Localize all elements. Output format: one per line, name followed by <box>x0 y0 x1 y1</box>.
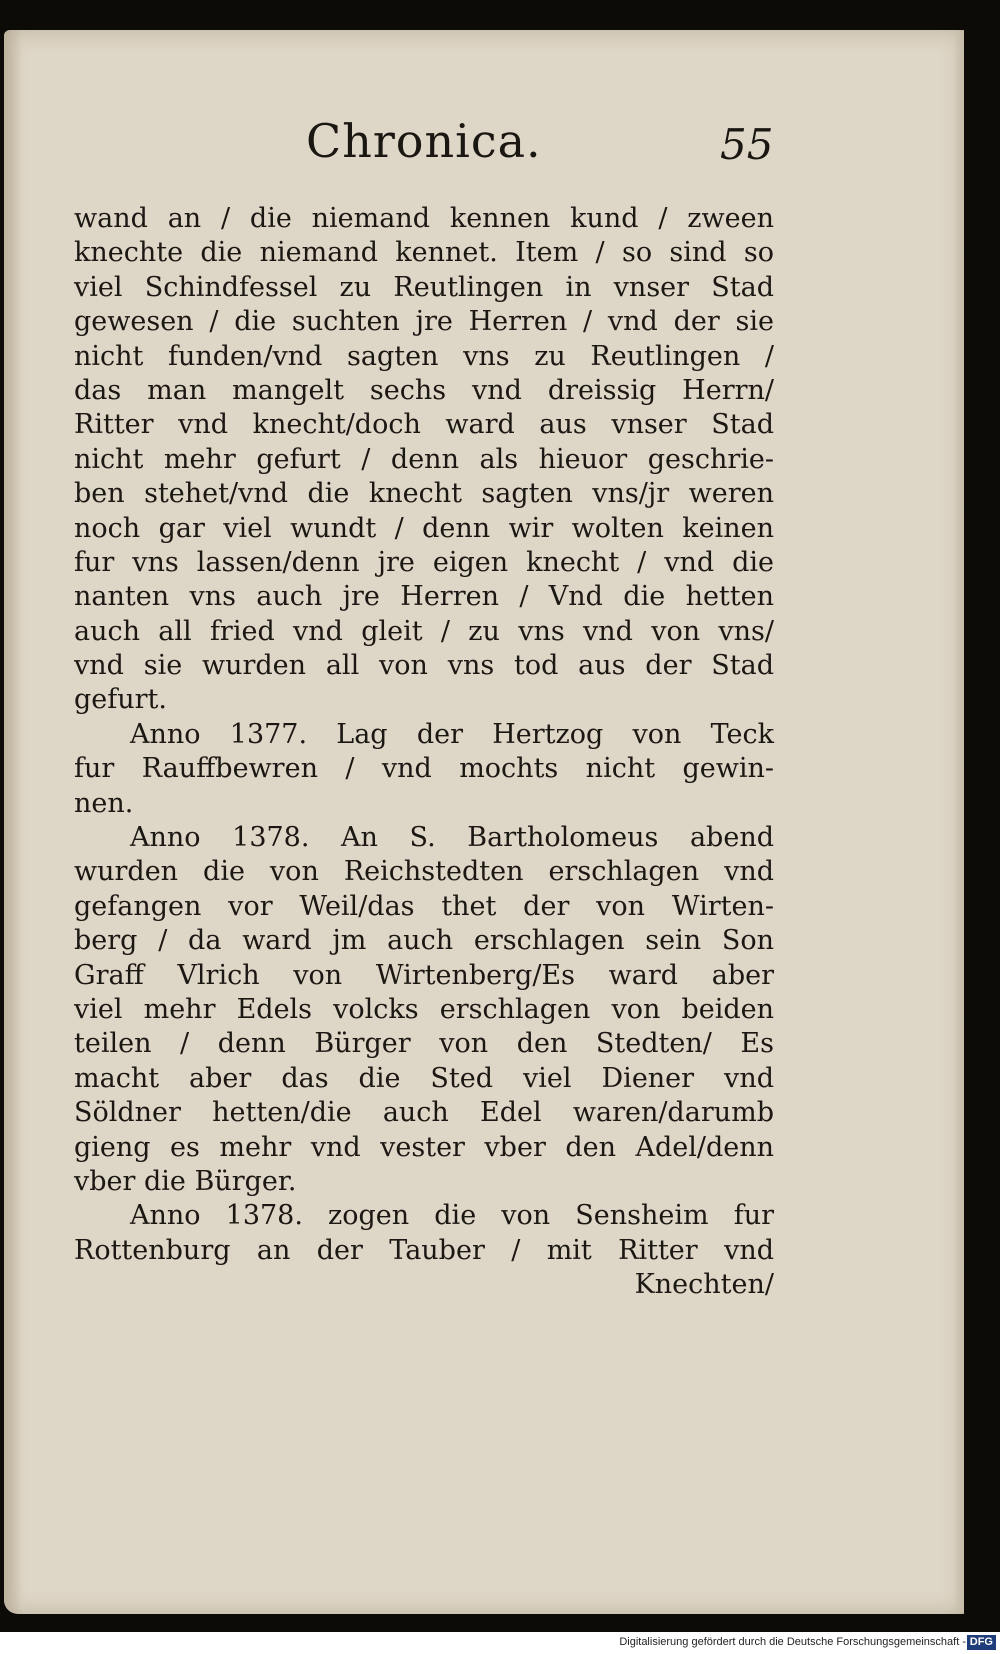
text-line: nanten vns auch jre Herren / Vnd die hetten <box>74 581 774 613</box>
text-line: nen. <box>74 787 134 819</box>
text-line: fur vns lassen/denn jre eigen knecht / vnd die <box>74 546 774 578</box>
page-edge-shadow-left <box>4 30 22 1614</box>
text-line: viel mehr Edels volcks erschlagen von beiden <box>74 993 774 1025</box>
text-line-paragraph-start: Anno 1377. Lag der Hertzog von Teck <box>130 718 774 750</box>
funding-credit: Digitalisierung gefördert durch die Deutsche Forschungsgemeinschaft - <box>619 1636 966 1648</box>
text-line: macht aber das die Sted viel Diener vnd <box>74 1062 774 1094</box>
text-line: Rottenburg an der Tauber / mit Ritter vnd <box>74 1234 774 1266</box>
text-line: gefangen vor Weil/das thet der von Wirten- <box>74 890 774 922</box>
text-line: knechte die niemand kennet. Item / so sind so <box>74 237 774 269</box>
text-line: teilen / denn Bürger von den Stedten/ Es <box>74 1028 774 1060</box>
text-line: viel Schindfessel zu Reutlingen in vnser Stad <box>74 271 774 303</box>
digitization-footer <box>0 1632 1000 1654</box>
text-line: noch gar viel wundt / denn wir wolten keinen <box>74 512 774 544</box>
text-line: wurden die von Reichstedten erschlagen vnd <box>74 856 774 888</box>
text-line-paragraph-start: Anno 1378. zogen die von Sensheim fur <box>130 1200 774 1232</box>
text-line: nicht mehr gefurt / denn als hieuor geschrie- <box>74 443 774 475</box>
running-title: Chronica. <box>306 114 542 168</box>
dfg-logo: DFG <box>967 1635 996 1650</box>
text-line: gieng es mehr vnd vester vber den Adel/denn <box>74 1131 774 1163</box>
text-line: Graff Vlrich von Wirtenberg/Es ward aber <box>74 959 774 991</box>
text-line: gewesen / die suchten jre Herren / vnd der sie <box>74 306 774 338</box>
text-line: nicht funden/vnd sagten vns zu Reutlingen / <box>74 340 774 372</box>
page-edge-shadow-right <box>954 30 964 1614</box>
text-line-paragraph-start: Anno 1378. An S. Bartholomeus abend <box>130 822 774 854</box>
text-line: wand an / die niemand kennen kund / zween <box>74 203 774 234</box>
page-number: 55 <box>720 120 774 169</box>
body-text <box>74 202 774 1303</box>
running-head <box>4 114 964 184</box>
catchword: Knechten/ <box>634 1269 774 1301</box>
text-line: berg / da ward jm auch erschlagen sein Son <box>74 925 774 957</box>
text-line: fur Rauffbewren / vnd mochts nicht gewin- <box>74 753 774 785</box>
text-line: vnd sie wurden all von vns tod aus der Stad <box>74 650 774 682</box>
text-line: ben stehet/vnd die knecht sagten vns/jr weren <box>74 478 774 510</box>
text-line: Söldner hetten/die auch Edel waren/darumb <box>74 1097 774 1129</box>
text-line: auch all fried vnd gleit / zu vns vnd von vns/ <box>74 615 774 647</box>
text-line: Ritter vnd knecht/doch ward aus vnser Stad <box>74 409 774 441</box>
text-line: das man mangelt sechs vnd dreissig Herrn/ <box>74 374 774 406</box>
paper-page <box>4 30 964 1614</box>
text-line: vber die Bürger. <box>74 1165 297 1197</box>
text-line: gefurt. <box>74 684 167 716</box>
